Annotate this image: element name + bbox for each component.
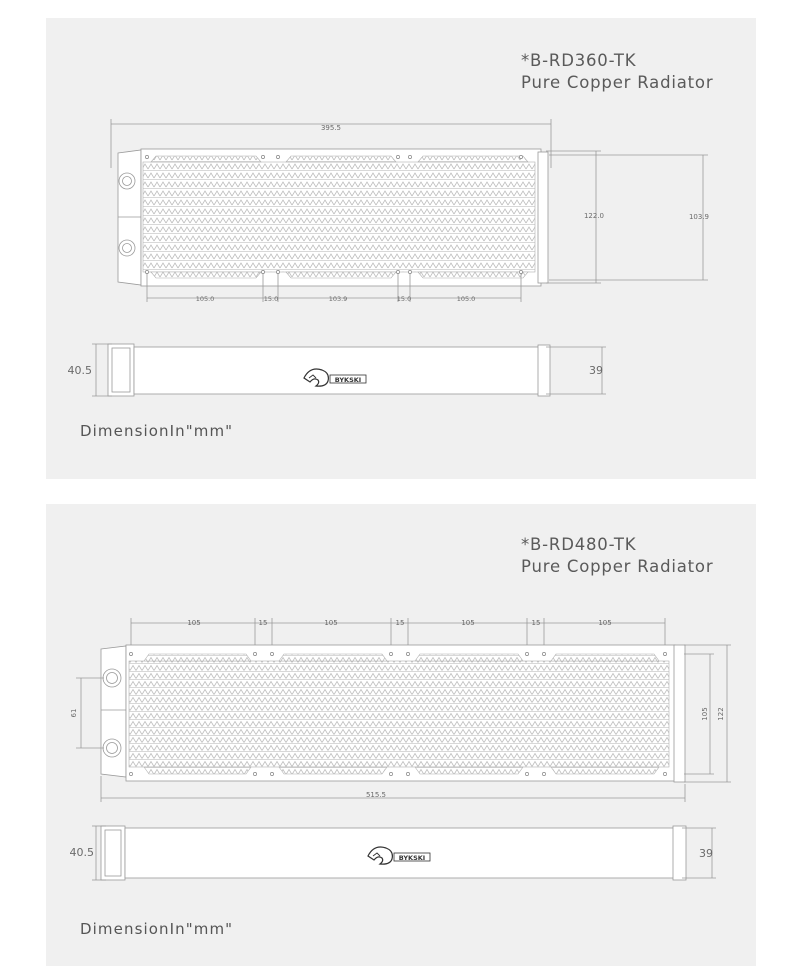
rd360-height-outer-label: 122.0 (583, 212, 605, 220)
rd360-spacing-label-1: 105.0 (195, 295, 215, 303)
rd480-side-view (101, 826, 686, 880)
rd360-port-bottom (119, 240, 135, 256)
rd480-top-label-5: 105 (461, 619, 475, 627)
rd480-side-right-label: 39 (699, 847, 713, 860)
rd480-right-endcap (674, 645, 685, 782)
rd480-end-tank (101, 646, 126, 777)
rd360-spacing-label-4: 15.0 (396, 295, 412, 303)
rd480-model-title: *B-RD480-TK (521, 535, 637, 554)
rd360-side-right-label: 39 (589, 364, 603, 377)
rd480-height-inner-label: 105 (701, 707, 709, 721)
rd360-product-title: Pure Copper Radiator (521, 73, 714, 92)
rd360-side-left-label: 40.5 (67, 364, 92, 377)
rd480-top-label-6: 15 (531, 619, 541, 627)
rd480-top-label-7: 105 (598, 619, 612, 627)
rd480-top-label-3: 105 (324, 619, 338, 627)
rd480-unit-note: DimensionIn"mm" (80, 920, 234, 938)
rd480-product-title: Pure Copper Radiator (521, 557, 714, 576)
rd360-drawing (46, 18, 756, 479)
rd360-unit-note: DimensionIn"mm" (80, 422, 234, 440)
svg-text:BYKSKI: BYKSKI (334, 376, 362, 384)
rd360-side-view (108, 344, 550, 396)
rd480-drawing (46, 504, 756, 966)
rd360-height-inner-label: 103.9 (688, 213, 710, 221)
rd360-right-endcap (538, 152, 548, 283)
rd480-port-spacing-label: 61 (70, 708, 78, 718)
rd480-port-top (103, 669, 121, 687)
rd360-spacing-label-3: 103.9 (328, 295, 348, 303)
rd480-top-label-2: 15 (258, 619, 268, 627)
rd480-length-label: 515.5 (365, 791, 387, 799)
rd480-dimension-panel (46, 504, 756, 966)
rd480-top-label-1: 105 (187, 619, 201, 627)
rd360-end-tank (118, 150, 141, 285)
rd480-port-bottom (103, 739, 121, 757)
rd480-fin-core (129, 661, 669, 767)
rd480-height-outer-label: 122 (717, 707, 725, 721)
rd360-spacing-label-2: 15.0 (263, 295, 279, 303)
rd360-spacing-label-5: 105.0 (456, 295, 476, 303)
svg-text:BYKSKI: BYKSKI (398, 854, 426, 862)
rd360-fin-core (143, 162, 535, 272)
rd360-length-label: 395.5 (320, 124, 342, 132)
rd360-port-top (119, 173, 135, 189)
rd360-model-title: *B-RD360-TK (521, 51, 637, 70)
rd480-port-spacing-dimension (76, 678, 104, 748)
rd480-top-label-4: 15 (395, 619, 405, 627)
rd480-side-left-label: 40.5 (69, 846, 94, 859)
rd360-height-dimensions (546, 151, 708, 283)
rd360-dimension-panel (46, 18, 756, 479)
